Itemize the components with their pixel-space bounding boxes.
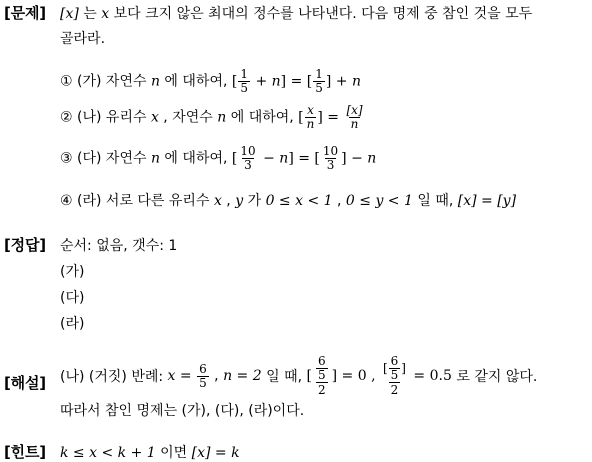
answer-item-3: (라) [60, 316, 85, 332]
explanation-line1: (나) (거짓) 반례: x = $\frac{6}{5}$ , n = 2 일 때, [ $\frac{\frac{6}{5}}{2}$ ] = 0 , [ $\frac{6}{5}$ ] 2 = 0.5 로 같지 않다. [60, 354, 538, 397]
problem-label: [문제] [4, 4, 46, 22]
option-4: ④ (라) 서로 다른 유리수 x , y 가 0 ≤ x < 1 , 0 ≤ y < 1 일 때, [x] = [y] [60, 193, 517, 209]
option-2: ② (나) 유리수 x , 자연수 n 에 대하여, [ $\frac{x}{n}$ ] = $\frac{[x]}{n}$ [60, 103, 363, 131]
hint-label: [힌트] [4, 443, 46, 461]
hint-text: k ≤ x < k + 1 이면 [x] = k [60, 445, 240, 461]
explanation-line2: 따라서 참인 명제는 (가), (다), (라)이다. [60, 403, 305, 419]
answer-item-2: (다) [60, 290, 85, 306]
answer-item-1: (가) [60, 264, 85, 280]
answer-label: [정답] [4, 236, 46, 254]
problem-intro-line1: [x] 는 x 보다 크지 않은 최대의 정수를 나타낸다. 다음 명제 중 참인 것을 모두 [60, 6, 533, 22]
problem-intro-line2: 골라라. [60, 31, 106, 47]
option-3: ③ (다) 자연수 n 에 대하여, [ $\frac{10}{3}$ − n] = [ $\frac{10}{3}$ ] − n [60, 144, 377, 172]
option-1: ① (가) 자연수 n 에 대하여, [ $\frac{1}{5}$ + n] = [ $\frac{1}{5}$ ] + n [60, 67, 361, 95]
answer-summary: 순서: 없음, 갯수: 1 [60, 238, 178, 254]
explanation-label: [해설] [4, 374, 46, 392]
